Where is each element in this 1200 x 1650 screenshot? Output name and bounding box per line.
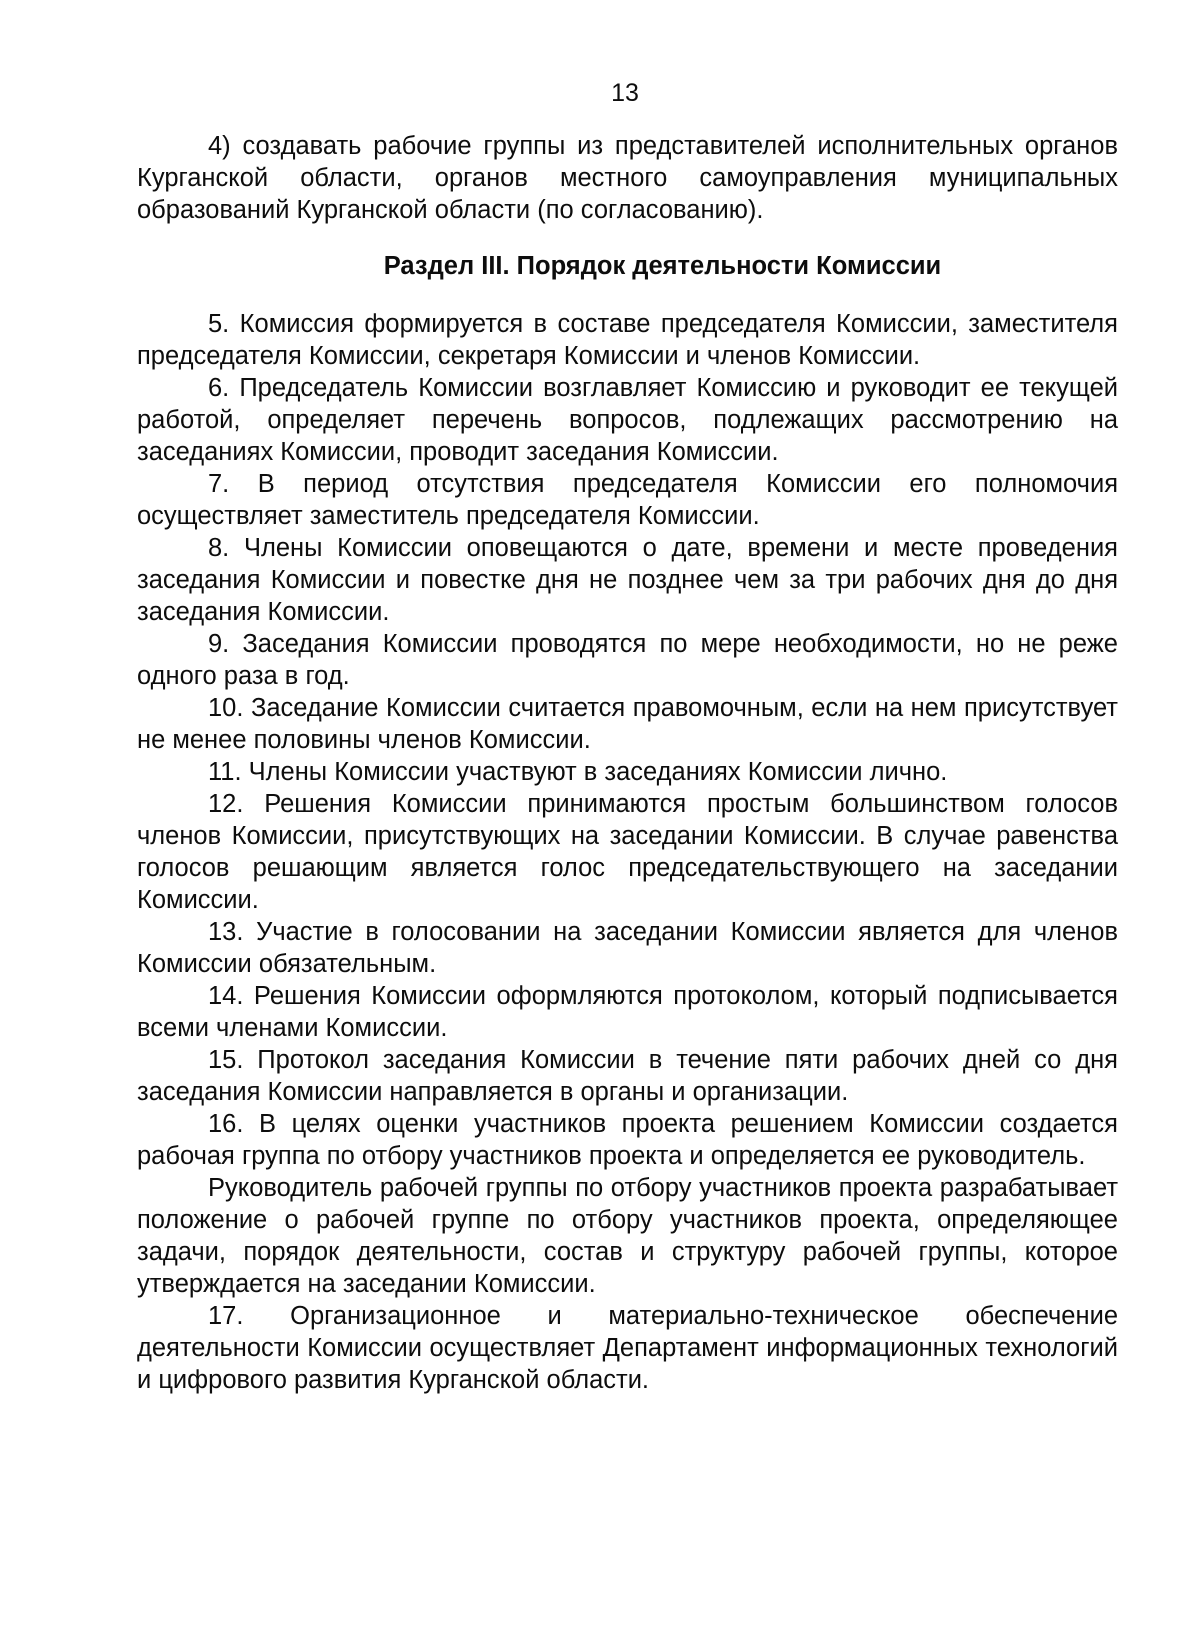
paragraph-item-13: 13. Участие в голосовании на заседании Комиссии является для членов Комиссии обязательным. bbox=[137, 918, 1118, 978]
paragraph-item-17: 17. Организационное и материально-техническое обеспечение деятельности Комиссии осуществляет Департамент информационных технологий и цифрового развития Курганской области. bbox=[137, 1302, 1118, 1394]
paragraph-item-4: 4) создавать рабочие группы из представителей исполнительных органов Курганской области, органов местного самоуправления муниципальных образований Курганской области (по согласованию). bbox=[137, 132, 1118, 224]
paragraph-working-group-leader: Руководитель рабочей группы по отбору участников проекта разрабатывает положение о рабочей группе по отбору участников проекта, определяющее задачи, порядок деятельности, состав и структуру рабочей группы, которое утверждается на заседании Комиссии. bbox=[137, 1174, 1118, 1298]
page-number: 13 bbox=[611, 79, 639, 107]
paragraph-item-11: 11. Члены Комиссии участвуют в заседаниях Комиссии лично. bbox=[208, 758, 948, 786]
paragraph-item-10: 10. Заседание Комиссии считается правомочным, если на нем присутствует не менее половины членов Комиссии. bbox=[137, 694, 1118, 754]
paragraph-item-9: 9. Заседания Комиссии проводятся по мере необходимости, но не реже одного раза в год. bbox=[137, 630, 1118, 690]
paragraph-item-6: 6. Председатель Комиссии возглавляет Комиссию и руководит ее текущей работой, определяет перечень вопросов, подлежащих рассмотрению на заседаниях Комиссии, проводит заседания Комиссии. bbox=[137, 374, 1118, 466]
paragraph-item-7: 7. В период отсутствия председателя Комиссии его полномочия осуществляет заместитель председателя Комиссии. bbox=[137, 470, 1118, 530]
document-body bbox=[137, 130, 1118, 1396]
paragraph-item-5: 5. Комиссия формируется в составе председателя Комиссии, заместителя председателя Комиссии, секретаря Комиссии и членов Комиссии. bbox=[137, 310, 1118, 370]
section-title: Раздел III. Порядок деятельности Комиссии bbox=[383, 252, 942, 280]
paragraph-item-8: 8. Члены Комиссии оповещаются о дате, времени и месте проведения заседания Комиссии и повестке дня не позднее чем за три рабочих дня до дня заседания Комиссии. bbox=[137, 534, 1118, 626]
paragraph-item-15: 15. Протокол заседания Комиссии в течение пяти рабочих дней со дня заседания Комиссии направляется в органы и организации. bbox=[137, 1046, 1118, 1106]
paragraph-item-12: 12. Решения Комиссии принимаются простым большинством голосов членов Комиссии, присутствующих на заседании Комиссии. В случае равенства голосов решающим является голос председательствующего на заседании Комиссии. bbox=[137, 790, 1118, 914]
paragraph-item-14: 14. Решения Комиссии оформляются протоколом, который подписывается всеми членами Комиссии. bbox=[137, 982, 1118, 1042]
paragraph-item-16: 16. В целях оценки участников проекта решением Комиссии создается рабочая группа по отбору участников проекта и определяется ее руководитель. bbox=[137, 1110, 1118, 1170]
